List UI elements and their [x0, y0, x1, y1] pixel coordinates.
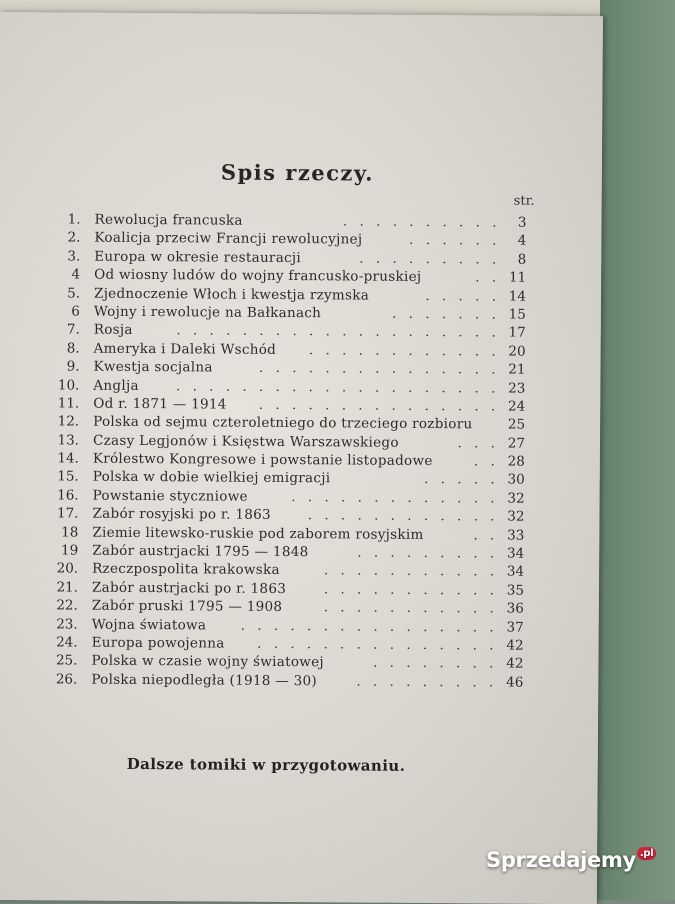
toc-entry-page: 37 — [506, 619, 524, 636]
toc-entry-page: 20 — [508, 343, 526, 360]
toc-entry-leader: . . . . . . . . — [373, 654, 498, 672]
toc-entry-page: 17 — [508, 324, 526, 342]
toc-entry-title: Rewolucja francuska — [94, 211, 243, 229]
toc-entry-title: Polska od sejmu czteroletniego do trzeciego rozbioru — [93, 413, 473, 433]
toc-entry-title: Polska w dobie wielkiej emigracji — [92, 469, 331, 487]
toc-entry-title: Zabór rosyjski po r. 1863 — [92, 505, 272, 524]
page-title: Spis rzeczy. — [220, 159, 375, 186]
toc-entry-leader: . . . — [457, 434, 500, 452]
toc-entry-page: 42 — [506, 637, 524, 654]
toc-entry-leader: . . . . . . . . . . . — [323, 562, 499, 580]
toc-entry-number: 24. — [56, 634, 78, 651]
watermark-logo: Sprzedajemy $^{.pl}$ — [486, 848, 656, 872]
toc-entry-page: 24 — [508, 398, 526, 415]
toc-entry-title: Rzeczpospolita krakowska — [92, 561, 280, 579]
toc-entry-page: 46 — [506, 674, 524, 691]
toc-entry-leader: . . . . . . . . . — [356, 673, 498, 691]
toc-entry-leader: . . . . . . . . . . . . . . . — [257, 635, 498, 654]
toc-entry-number: 2. — [67, 229, 81, 246]
toc-entry-page: 4 — [517, 233, 527, 250]
toc-entry-leader: . . . . . — [424, 471, 499, 488]
toc-entry-number: 22. — [56, 597, 78, 614]
footer-note: Dalsze tomiki w przygotowaniu. — [126, 754, 406, 775]
book-cover — [590, 0, 675, 900]
toc-entry-number: 8. — [66, 340, 80, 357]
toc-entry-title: Zjednoczenie Włoch i kwestja rzymska — [93, 285, 370, 304]
toc-entry-page: 27 — [507, 435, 526, 452]
toc-entry-title: Powstanie styczniowe — [92, 487, 248, 505]
toc-entry-leader: . . . . . . . . . . . . . . . . . . . . — [176, 322, 500, 341]
toc-entry-leader: . . . . . . . . . . . . . . . — [259, 359, 500, 378]
toc-entry-leader: . . . . . . . . . . . . — [308, 341, 500, 360]
toc-entry-number: 7. — [66, 321, 80, 338]
toc-entry-title: Polska niepodległa (1918 — 30) — [91, 671, 318, 689]
toc-entry-number: 4 — [71, 266, 81, 283]
toc-entry-page: 28 — [507, 453, 525, 470]
toc-entry-title: Europa powojenna — [91, 634, 225, 652]
toc-entry-number: 13. — [57, 432, 80, 449]
toc-entry-title: Ameryka i Daleki Wschód — [93, 340, 277, 358]
toc-entry-number: 17. — [56, 505, 79, 522]
toc-entry-number: 18 — [61, 524, 79, 541]
toc-entry-title: Koalicja przeciw Francji rewolucyjnej — [94, 230, 363, 248]
toc-entry-number: 20. — [56, 560, 79, 577]
toc-entry-page: 23 — [508, 380, 526, 397]
toc-entry-page: 34 — [506, 563, 525, 581]
toc-entry-page: 42 — [506, 655, 524, 673]
toc-entry-number: 12. — [57, 413, 80, 430]
toc-entry-leader: . . . . . . . . . . . . — [307, 507, 499, 525]
book-page — [0, 12, 603, 904]
toc-entry-leader: . . . . . . . . . . . — [323, 581, 499, 599]
toc-entry-page: 25 — [507, 416, 526, 433]
toc-entry-page: 33 — [507, 527, 525, 544]
toc-entry-leader: . . . . . . . . . . . . . . . . . . . . — [175, 377, 500, 397]
toc-entry-number: 14. — [57, 450, 79, 467]
toc-entry-title: Czasy Legjonów i Księstwa Warszawskiego — [92, 432, 399, 451]
toc-entry-leader: . . . . . . . . . — [357, 544, 499, 562]
toc-entry-page: 15 — [508, 306, 526, 323]
toc-entry-title: Ziemie litewsko-ruskie pod zaborem rosyjskim — [92, 524, 424, 543]
toc-entry-title: Anglja — [93, 377, 139, 394]
toc-entry-page: 35 — [506, 582, 525, 599]
toc-entry-number: 3. — [67, 248, 81, 265]
toc-entry-number: 11. — [57, 395, 80, 412]
toc-entry-leader: . . . . . . . . . . — [342, 213, 501, 231]
toc-entry-page: 3 — [517, 214, 527, 231]
toc-entry-number: 19 — [60, 542, 79, 559]
page-column-label: str. — [513, 193, 535, 209]
toc-entry-page: 14 — [508, 288, 527, 305]
toc-entry-title: Europa w okresie restauracji — [94, 248, 302, 266]
toc-entry-number: 15. — [57, 468, 79, 486]
toc-entry-page: 8 — [517, 251, 527, 268]
toc-entry-number: 10. — [57, 376, 80, 394]
toc-entry-title: Królestwo Kongresowe i powstanie listopadowe — [92, 450, 433, 470]
toc-entry-title: Zabór pruski 1795 — 1908 — [91, 597, 283, 616]
toc-entry-leader: . . . . . . . . . . . . . — [291, 488, 499, 507]
toc-entry-title: Rosja — [93, 322, 133, 339]
toc-entry-number: 9. — [66, 358, 80, 375]
toc-entry-page: 32 — [507, 508, 525, 525]
toc-entry-number: 5. — [67, 285, 81, 302]
toc-entry-leader: . . — [473, 453, 499, 470]
toc-entry-leader: . . . . . . . . . . . . . . . — [258, 396, 500, 415]
toc-entry-title: Zabór austrjacki po r. 1863 — [91, 579, 287, 597]
toc-entry-title: Wojny i rewolucje na Bałkanach — [93, 303, 322, 322]
toc-entry-page: 30 — [507, 472, 525, 489]
toc-entry-leader: . . . . . . . . . . . — [323, 599, 498, 617]
toc-entry-number: 23. — [56, 616, 78, 633]
toc-entry-title: Wojna światowa — [91, 616, 207, 634]
table-of-contents — [51, 210, 526, 691]
toc-entry-page: 34 — [506, 545, 525, 562]
toc-entry-title: Od r. 1871 — 1914 — [93, 395, 227, 413]
toc-entry-number: 1. — [67, 211, 81, 228]
toc-entry — [51, 670, 523, 692]
toc-entry-title: Kwestja socjalna — [93, 358, 213, 376]
toc-entry-leader: . . . . . — [425, 287, 501, 305]
toc-entry-leader: . . . . . . — [409, 232, 501, 249]
toc-entry-title: Polska w czasie wojny światowej — [91, 653, 324, 671]
toc-entry-leader: . . — [475, 269, 501, 286]
toc-entry-number: 25. — [55, 652, 78, 669]
toc-entry-leader: . . — [473, 526, 499, 544]
toc-entry-number: 26. — [55, 671, 78, 688]
toc-entry-page: 32 — [507, 490, 525, 507]
toc-entry-title: Zabór austrjacki 1795 — 1848 — [92, 542, 309, 561]
toc-entry-title: Od wiosny ludów do wojny francusko-pruskiej — [94, 266, 422, 286]
toc-entry-leader: . . . . . . . . . — [359, 250, 501, 268]
toc-entry-page: 36 — [506, 600, 524, 617]
toc-entry-number: 6 — [71, 303, 80, 320]
toc-entry-leader: . . . . . . . — [392, 305, 500, 323]
toc-entry-leader: . . . . . . . . . . . . . . . . — [240, 617, 498, 636]
toc-entry-number: 21. — [56, 579, 79, 596]
toc-entry-page: 21 — [508, 361, 526, 378]
toc-entry-number: 16. — [57, 487, 79, 504]
toc-entry-page: 11 — [508, 269, 527, 286]
